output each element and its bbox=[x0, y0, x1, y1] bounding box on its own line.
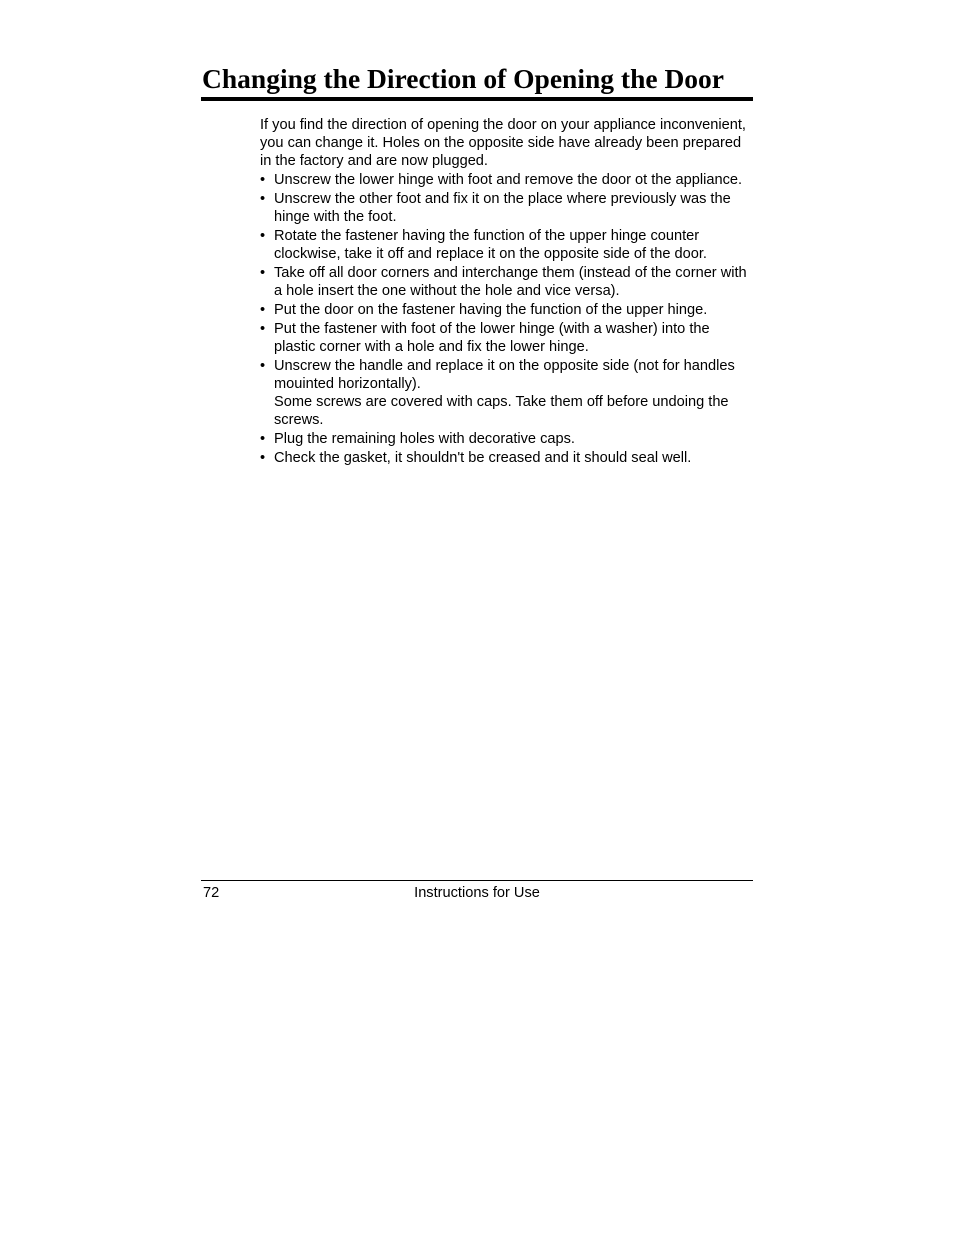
page-title: Changing the Direction of Opening the Door bbox=[202, 63, 725, 94]
list-item bbox=[260, 357, 752, 429]
bullet-icon: • bbox=[260, 321, 266, 337]
step-text: Take off all door corners and interchange them (instead of the corner with a hole insert the one without the hole and vice versa). bbox=[274, 265, 747, 299]
title-underline bbox=[201, 97, 753, 101]
list-item bbox=[260, 320, 752, 356]
list-item bbox=[260, 449, 752, 467]
bullet-icon: • bbox=[260, 191, 266, 207]
step-text: Check the gasket, it shouldn't be creased and it should seal well. bbox=[274, 450, 692, 466]
bullet-icon: • bbox=[260, 265, 266, 281]
intro-paragraph: If you find the direction of opening the door on your appliance inconvenient, you can change it. Holes on the opposite side have already been prepared in the factory and are now plugged. bbox=[260, 117, 746, 169]
list-item bbox=[260, 264, 752, 300]
step-text: Unscrew the handle and replace it on the opposite side (not for handles mouinted horizontally). bbox=[274, 358, 735, 392]
steps-list bbox=[260, 171, 752, 467]
list-item bbox=[260, 190, 752, 226]
list-item bbox=[260, 171, 752, 189]
step-text: Rotate the fastener having the function of the upper hinge counter clockwise, take it off and replace it on the opposite side of the door. bbox=[274, 228, 707, 262]
step-note: Some screws are covered with caps. Take them off before undoing the screws. bbox=[274, 394, 729, 428]
footer-divider bbox=[201, 880, 753, 881]
bullet-icon: • bbox=[260, 228, 266, 244]
bullet-icon: • bbox=[260, 450, 266, 466]
step-text: Put the fastener with foot of the lower hinge (with a washer) into the plastic corner with a hole and fix the lower hinge. bbox=[274, 321, 710, 355]
bullet-icon: • bbox=[260, 431, 266, 447]
bullet-icon: • bbox=[260, 172, 266, 188]
step-text: Unscrew the other foot and fix it on the place where previously was the hinge with the foot. bbox=[274, 191, 731, 225]
step-text: Put the door on the fastener having the function of the upper hinge. bbox=[274, 302, 708, 318]
list-item bbox=[260, 430, 752, 448]
step-text: Plug the remaining holes with decorative caps. bbox=[274, 431, 575, 447]
bullet-icon: • bbox=[260, 358, 266, 374]
list-item bbox=[260, 301, 752, 319]
list-item bbox=[260, 227, 752, 263]
page-number: 72 bbox=[203, 885, 220, 901]
bullet-icon: • bbox=[260, 302, 266, 318]
instructions-body bbox=[260, 116, 752, 468]
step-text: Unscrew the lower hinge with foot and remove the door ot the appliance. bbox=[274, 172, 743, 188]
document-title: Instructions for Use bbox=[414, 885, 540, 901]
